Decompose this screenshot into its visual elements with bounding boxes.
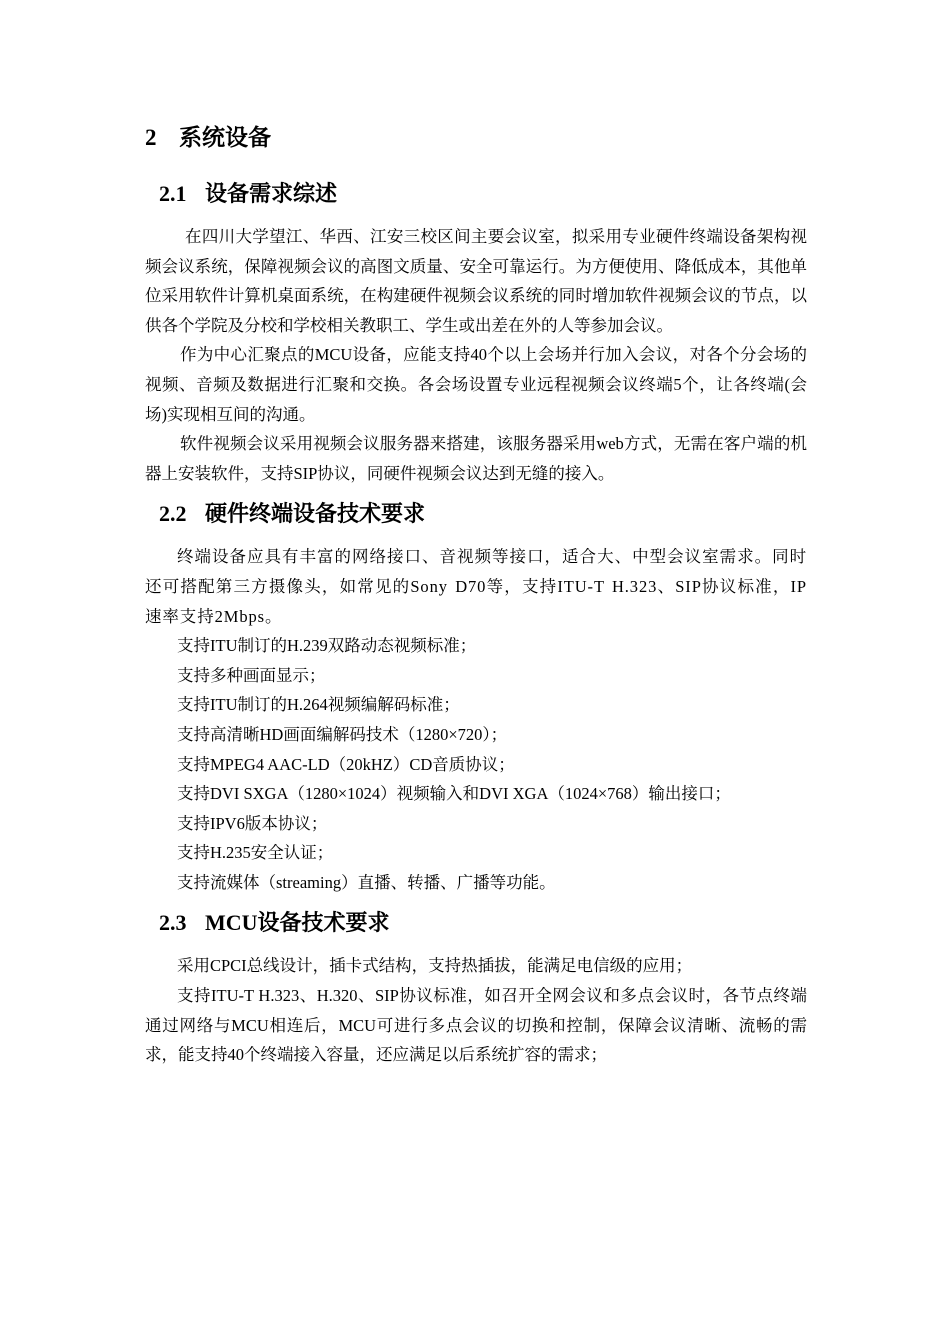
paragraph: 在四川大学望江、华西、江安三校区间主要会议室，拟采用专业硬件终端设备架构视频会议系统，保障视频会议的高图文质量、安全可靠运行。为方便使用、降低成本，其他单位采用软件计算机桌面系统，在构建硬件视频会议系统的同时增加软件视频会议的节点，以供各个学院及分校和学校相关教职工、学生或出差在外的人等参加会议。 xyxy=(145,227,807,335)
list-item: 支持DVI SXGA（1280×1024）视频输入和DVI XGA（1024×768）输出接口； xyxy=(177,784,731,804)
section-title: 系统设备 xyxy=(179,125,271,150)
section-heading xyxy=(145,118,807,158)
paragraph: 支持ITU-T H.323、H.320、SIP协议标准，如召开全网会议和多点会议时，各节点终端通过网络与MCU相连后，MCU可进行多点会议的切换和控制，保障会议清晰、流畅的需求，能支持40个终端接入容量，还应满足以后系统扩容的需求； xyxy=(145,986,807,1065)
subsection-heading-2-3 xyxy=(159,903,807,943)
paragraph: 软件视频会议采用视频会议服务器来搭建，该服务器采用web方式，无需在客户端的机器上安装软件，支持SIP协议，同硬件视频会议达到无缝的接入。 xyxy=(145,434,807,483)
paragraph: 终端设备应具有丰富的网络接口、音视频等接口，适合大、中型会议室需求。同时还可搭配第三方摄像头，如常见的Sony D70等，支持ITU-T H.323、SIP协议标准，IP速率支持2Mbps。 xyxy=(145,547,807,626)
subsection-number: 2.1 xyxy=(159,181,187,206)
list-item: 支持流媒体（streaming）直播、转播、广播等功能。 xyxy=(177,872,556,892)
list-item: 支持多种画面显示； xyxy=(177,665,326,685)
subsection-heading-2-2 xyxy=(159,494,807,534)
list-item: 支持MPEG4 AAC-LD（20kHZ）CD音质协议； xyxy=(177,754,515,774)
subsection-title: 硬件终端设备技术要求 xyxy=(205,501,426,527)
list-item: 支持IPV6版本协议； xyxy=(177,813,328,833)
section-number: 2 xyxy=(145,125,157,150)
list-item: 支持H.235安全认证； xyxy=(177,843,334,863)
list-item: 支持高清晰HD画面编解码技术（1280×720）； xyxy=(177,724,508,744)
list-item: 支持ITU制订的H.264视频编解码标准； xyxy=(177,695,460,715)
subsection-title: 设备需求综述 xyxy=(205,181,338,206)
subsection-number: 2.2 xyxy=(159,501,187,527)
subsection-title: MCU设备技术要求 xyxy=(205,910,390,936)
subsection-number: 2.3 xyxy=(159,910,187,936)
list-item: 支持ITU制订的H.239双路动态视频标准； xyxy=(177,636,477,656)
subsection-heading-2-1 xyxy=(159,174,807,214)
document-body xyxy=(145,118,807,1070)
paragraph: 作为中心汇聚点的MCU设备，应能支持40个以上会场并行加入会议，对各个分会场的视频、音频及数据进行汇聚和交换。各会场设置专业远程视频会议终端5个，让各终端(会场)实现相互间的沟通。 xyxy=(145,345,807,424)
paragraph: 采用CPCI总线设计，插卡式结构，支持热插拔，能满足电信级的应用； xyxy=(177,956,693,976)
